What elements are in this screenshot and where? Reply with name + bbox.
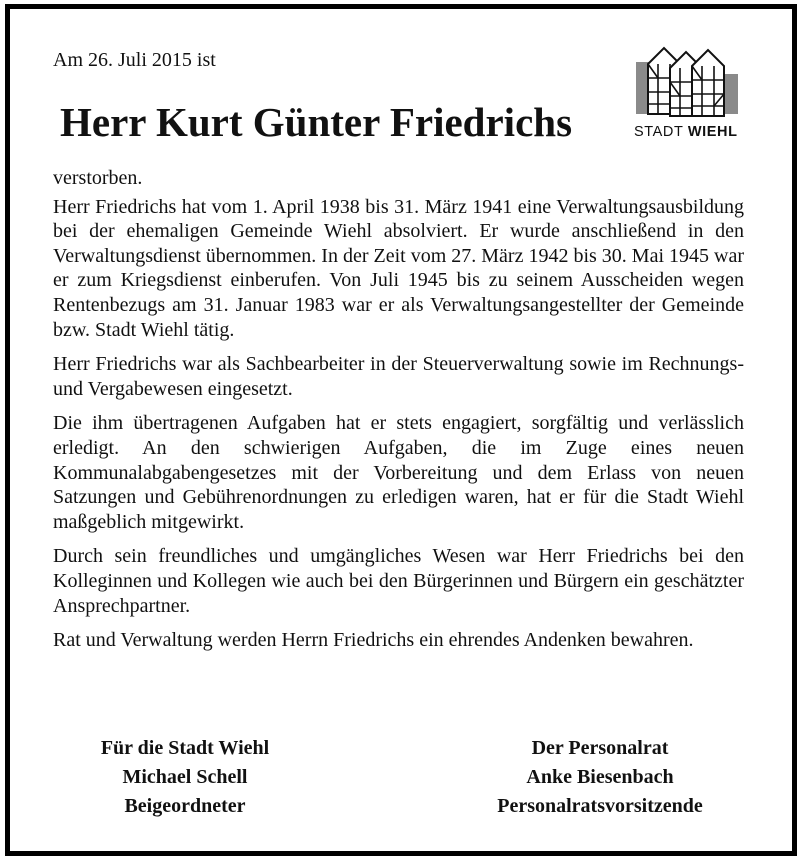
obituary-body — [53, 166, 744, 663]
logo-text-bold: WIEHL — [687, 124, 738, 140]
paragraph-career: Herr Friedrichs hat vom 1. April 1938 bis 31. März 1941 eine Verwaltungsausbildung bei der ehemaligen Gemeinde Wiehl absolviert. Er wurde anschließend in den Verwaltungsdienst übernommen. In der Zeit vom 27. März 1942 bis 30. Mai 1945 war er zum Kriegsdienst einberufen. Von Juli 1945 bis zu seinem Ausscheiden wegen Rentenbezugs am 31. Januar 1983 war er als Verwaltungsangestellter der Gemeinde bzw. Stadt Wiehl tätig. — [53, 195, 744, 341]
signature-city-title: Beigeordneter — [124, 795, 246, 817]
signature-city-name: Michael Schell — [122, 766, 248, 788]
signature-city — [85, 734, 285, 821]
paragraph-duties: Die ihm übertragenen Aufgaben hat er stets engagiert, sorgfältig und verlässlich erledigt. An den schwierigen Aufgaben, die im Zuge eines neuen Kommunalabgabengesetzes mit der Vorbereitung und dem Erlass von neuen Satzungen und Gebührenordnungen zu erledigen waren, hat er für die Stadt Wiehl maßgeblich mitgewirkt. — [53, 412, 744, 533]
logo-text-regular: STADT — [634, 124, 688, 140]
paragraph-role: Herr Friedrichs war als Sachbearbeiter in der Steuerverwaltung sowie im Rechnungs- und Vergabewesen eingesetzt. — [53, 353, 744, 400]
signature-city-org: Für die Stadt Wiehl — [100, 737, 270, 759]
paragraph-deceased: verstorben. — [53, 167, 143, 189]
paragraph-character: Durch sein freundliches und umgängliches Wesen war Herr Friedrichs bei den Kolleginnen und Kollegen wie auch bei den Bürgerinnen und Bürgern ein geschätzter Ansprechpartner. — [53, 545, 744, 617]
signature-staff-council — [470, 734, 730, 821]
timber-frame-houses-icon — [634, 44, 742, 120]
deceased-name: Herr Kurt Günter Friedrichs — [60, 99, 573, 145]
paragraph-remembrance: Rat und Verwaltung werden Herrn Friedrichs ein ehrendes Andenken bewahren. — [53, 629, 694, 652]
logo-wordmark — [634, 124, 746, 140]
intro-line: Am 26. Juli 2015 ist — [53, 49, 216, 71]
signature-council-name: Anke Biesenbach — [526, 766, 674, 788]
city-logo — [626, 44, 748, 146]
signature-council-org: Der Personalrat — [531, 737, 669, 759]
signature-council-title: Personalratsvorsitzende — [497, 795, 703, 817]
